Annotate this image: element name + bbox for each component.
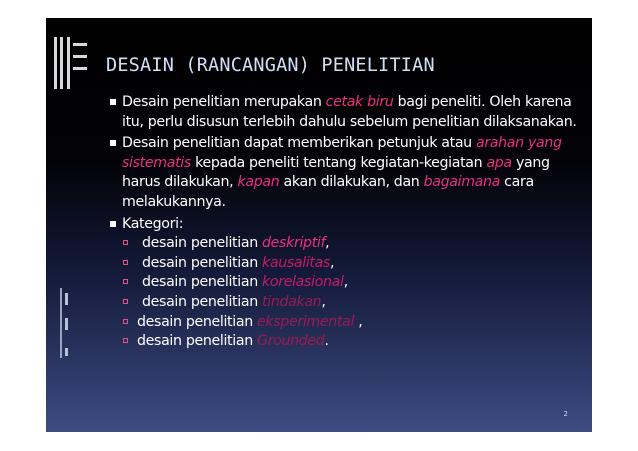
- emphasis-text: apa: [486, 154, 512, 171]
- category-prefix: desain penelitian: [142, 235, 263, 252]
- category-suffix: ,: [343, 274, 348, 291]
- corner-decoration-bar: [73, 43, 87, 46]
- category-prefix: desain penelitian: [142, 274, 263, 291]
- bullet-text: Kategori:: [122, 215, 184, 232]
- emphasis-text: kapan: [237, 174, 280, 191]
- category-item: [122, 313, 580, 333]
- category-term: deskriptif: [262, 235, 326, 252]
- category-item: [122, 234, 580, 254]
- category-term: Grounded: [257, 333, 325, 350]
- emphasis-text: arahan yang sistematis: [122, 135, 562, 171]
- slide-body: [110, 93, 580, 352]
- category-prefix: desain penelitian: [137, 333, 258, 350]
- corner-decoration-bar: [73, 67, 87, 70]
- category-prefix: desain penelitian: [137, 313, 258, 330]
- bullet-text: akan dilakukan, dan: [279, 174, 424, 191]
- category-item: [122, 273, 580, 293]
- category-term: eksperimental: [257, 313, 355, 330]
- category-suffix: ,: [354, 313, 363, 330]
- page-number: 2: [563, 410, 568, 418]
- category-term: tindakan: [262, 293, 322, 310]
- emphasis-text: cetak biru: [325, 94, 394, 110]
- bullet-text: Desain penelitian dapat memberikan petunjuk atau: [122, 135, 476, 152]
- corner-decoration-bar: [73, 55, 87, 58]
- bullet-text: bagi peneliti. Oleh karena itu, perlu disusun terlebih dahulu sebelum penelitian dilaksanakan.: [122, 94, 577, 130]
- side-decoration-bar: [60, 288, 62, 358]
- category-list: [110, 234, 580, 352]
- category-term: korelasional: [262, 274, 344, 291]
- side-decoration-bar: [65, 293, 68, 305]
- category-suffix: ,: [325, 235, 330, 252]
- bullet-text: Desain penelitian merupakan: [122, 94, 326, 110]
- emphasis-text: bagaimana: [423, 174, 501, 191]
- category-suffix: ,: [330, 254, 335, 271]
- side-decoration-bar: [65, 318, 68, 330]
- category-prefix: desain penelitian: [142, 293, 263, 310]
- category-suffix: ,: [321, 293, 326, 310]
- slide: [46, 18, 592, 432]
- bullet-item: [110, 134, 580, 212]
- bullet-item: [110, 215, 580, 235]
- category-prefix: desain penelitian: [142, 254, 263, 271]
- category-item: [122, 293, 580, 313]
- category-item: [122, 332, 580, 352]
- corner-decoration-bar: [54, 37, 57, 89]
- category-suffix: .: [324, 333, 329, 350]
- corner-decoration-bar: [67, 37, 70, 89]
- bullet-text: kepada peneliti tentang kegiatan-kegiatan: [190, 154, 487, 171]
- category-term: kausalitas: [262, 254, 331, 271]
- side-decoration-bar: [65, 348, 68, 356]
- bullet-text: cara melakukannya.: [122, 174, 534, 210]
- bullet-item: [110, 93, 580, 132]
- bullet-text: yang harus dilakukan,: [122, 154, 550, 191]
- corner-decoration-bar: [60, 37, 63, 89]
- slide-title: DESAIN (RANCANGAN) PENELITIAN: [106, 55, 435, 76]
- category-item: [122, 254, 580, 274]
